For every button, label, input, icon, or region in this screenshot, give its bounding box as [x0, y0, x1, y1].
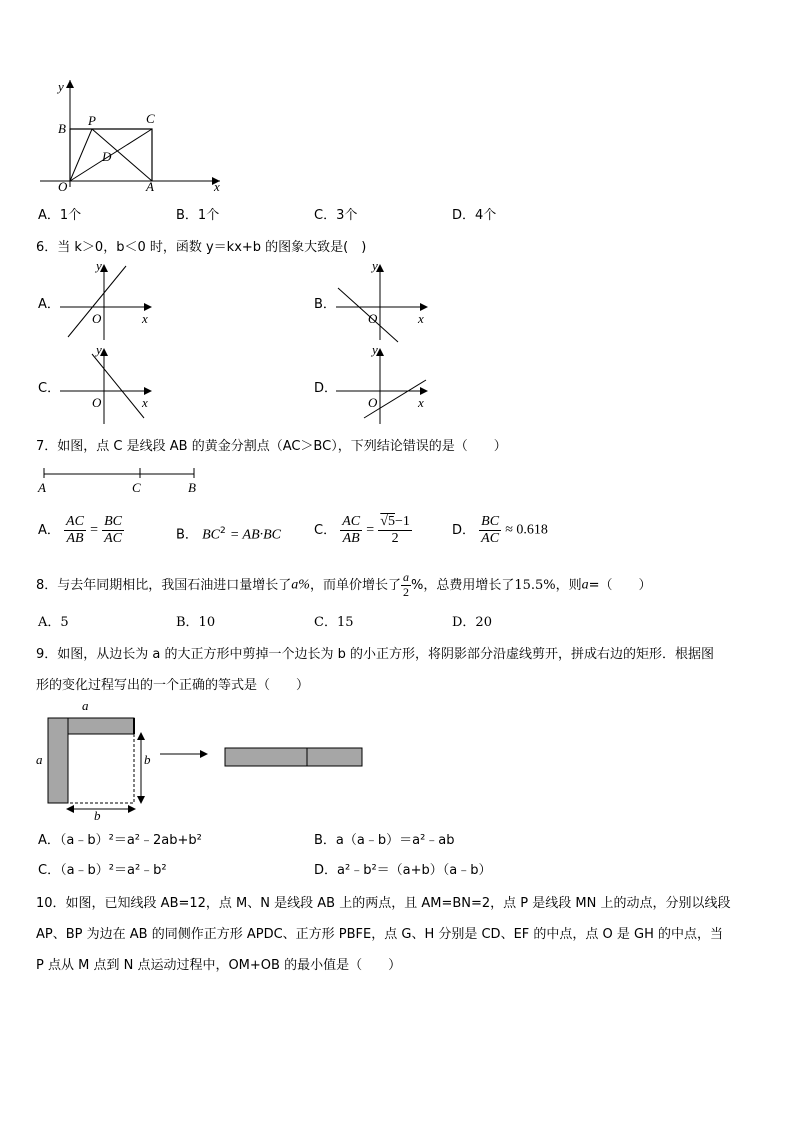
- q5-label-a: A: [146, 179, 154, 194]
- q6c-o-label: O: [92, 395, 102, 410]
- q8-stem: 8．与去年同期相比，我国石油进口量增长了a%，而单价增长了 $\frac{a}{2}$ %，总费用增长了15.5%，则a=（ ）: [36, 570, 652, 599]
- q7-option-a-frac1: $\frac{AC}{AB}$: [66, 514, 84, 547]
- q6d-y-label: y: [372, 342, 378, 357]
- q5-label-c: C: [146, 111, 155, 126]
- q7-segment-figure: [38, 468, 208, 496]
- q6-graph-d: [336, 342, 436, 426]
- q7-option-a-frac2: $\frac{BC}{AC}$: [104, 514, 123, 547]
- q7-option-a-label: A．: [38, 523, 60, 539]
- q5-option-d: D．4个: [452, 208, 497, 223]
- q5-label-o: O: [58, 179, 68, 194]
- q7-option-d-label: D．: [452, 523, 476, 539]
- q6b-x-label: x: [418, 311, 424, 326]
- q9-label-a-left: a: [36, 752, 43, 767]
- q7-option-c: C． $\frac{AC}{AB}$ = $\frac{√5-1}{2}$: [314, 514, 410, 547]
- q9-label-b-bottom: b: [94, 808, 101, 823]
- q6-graph-b: [336, 258, 436, 342]
- q8-option-b: B．10: [176, 615, 216, 630]
- q9-option-c: C．（a﹣b）²＝a²﹣b²: [38, 863, 167, 878]
- q9-square-figure: [34, 698, 374, 823]
- q6-option-b-label: B．: [314, 297, 336, 312]
- q7-label-a: A: [38, 480, 46, 495]
- q7-option-b: B． $BC^2 = AB\cdot BC$: [176, 526, 282, 543]
- q5-rectangle-graph: [30, 75, 230, 195]
- q7-stem: 7．如图，点 C 是线段 AB 的黄金分割点（AC＞BC），下列结论错误的是（ ）: [36, 439, 507, 454]
- q9-option-d: D．a²﹣b²＝（a+b）（a﹣b）: [314, 863, 492, 878]
- q9-option-b: B．a（a﹣b）＝a²﹣ab: [314, 833, 455, 848]
- q9-label-a-top: a: [82, 698, 89, 713]
- q6b-y-label: y: [372, 258, 378, 273]
- q6c-x-label: x: [142, 395, 148, 410]
- q8-option-a: A．5: [38, 615, 69, 630]
- q9-stem-line1: 9．如图，从边长为 a 的大正方形中剪掉一个边长为 b 的小正方形，将阴影部分沿虚线剪开，拼成右边的矩形．根据图: [36, 647, 715, 662]
- q6-stem: 6．当 k＞0，b＜0 时，函数 y＝kx+b 的图象大致是( ): [36, 240, 367, 255]
- q7-option-a: A． $\frac{AC}{AB}$ = $\frac{BC}{AC}$: [38, 514, 123, 547]
- q6-option-a-label: A．: [38, 297, 60, 312]
- q7-label-c: C: [132, 480, 141, 495]
- q10-stem-line3: P 点从 M 点到 N 点运动过程中，OM+OB 的最小值是（ ）: [36, 958, 402, 973]
- q6a-y-label: y: [96, 258, 102, 273]
- q5-option-a: A．1个: [38, 208, 82, 223]
- q5-label-b: B: [58, 121, 66, 136]
- q6c-y-label: y: [96, 342, 102, 357]
- q6-option-c-label: C．: [38, 381, 61, 396]
- q6-graph-c: [60, 342, 160, 426]
- q9-stem-line2: 形的变化过程写出的一个正确的等式是（ ）: [36, 678, 310, 693]
- q5-label-d: D: [102, 149, 112, 164]
- q8-option-c: C．15: [314, 615, 354, 630]
- q7-option-d: D． $\frac{BC}{AC}$ ≈ 0.618: [452, 514, 548, 547]
- q6d-x-label: x: [418, 395, 424, 410]
- q7-option-c-label: C．: [314, 523, 337, 539]
- q5-option-b: B．1个: [176, 208, 220, 223]
- q5-label-p: P: [88, 113, 96, 128]
- q10-stem-line1: 10．如图，已知线段 AB=12，点 M、N 是线段 AB 上的两点，且 AM=BN=2，点 P 是线段 MN 上的动点，分别以线段: [36, 896, 731, 911]
- q5-option-c: C．3个: [314, 208, 358, 223]
- q7-label-b: B: [188, 480, 196, 495]
- q6-option-d-label: D．: [314, 381, 338, 396]
- q9-label-b-right: b: [144, 752, 151, 767]
- q6b-o-label: O: [368, 311, 378, 326]
- q9-option-a: A．（a﹣b）²＝a²﹣2ab+b²: [38, 833, 202, 848]
- q6a-x-label: x: [142, 311, 148, 326]
- q7-option-b-label: B．: [176, 527, 198, 543]
- q8-option-d: D．20: [452, 615, 492, 630]
- q6-graph-a: [60, 258, 160, 342]
- q6a-o-label: O: [92, 311, 102, 326]
- q6d-o-label: O: [368, 395, 378, 410]
- q10-stem-line2: AP、BP 为边在 AB 的同侧作正方形 APDC、正方形 PBFE，点 G、H 分别是 CD、EF 的中点，点 O 是 GH 的中点，当: [36, 927, 724, 942]
- q5-label-x: x: [214, 179, 220, 194]
- q5-label-y: y: [58, 79, 64, 94]
